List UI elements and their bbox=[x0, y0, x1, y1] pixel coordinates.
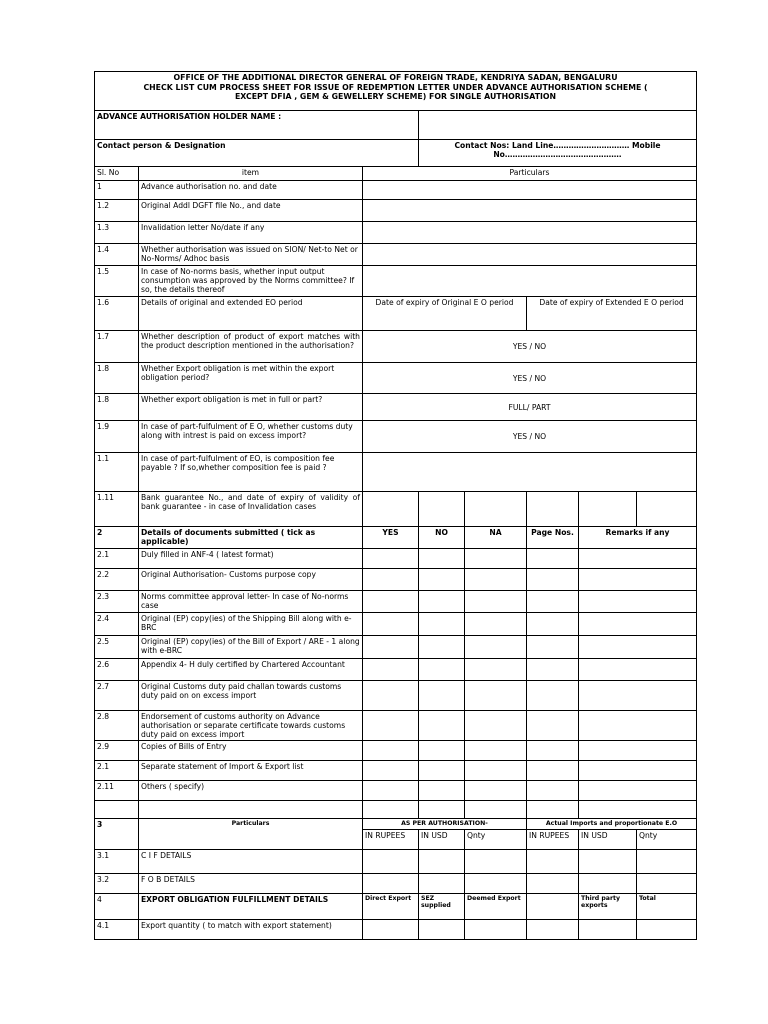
section2-header-row: 2 Details of documents submitted ( tick as applicable) YES NO NA Page Nos. Remarks if any bbox=[95, 527, 697, 549]
col-particulars: Particulars bbox=[363, 167, 697, 181]
section2-title: Details of documents submitted ( tick as applicable) bbox=[139, 527, 363, 549]
col-total: Total bbox=[637, 893, 697, 919]
col-na: NA bbox=[465, 527, 527, 549]
table-row: 1.1 In case of part-fulfulment of EO, is composition fee payable ? If so,whether composition fee is paid ? bbox=[95, 453, 697, 492]
table-row: 1.2 Original Addl DGFT file No., and date bbox=[95, 200, 697, 222]
col-page-nos: Page Nos. bbox=[527, 527, 579, 549]
col-item: item bbox=[139, 167, 363, 181]
section3-subheader-row: IN RUPEES IN USD Qnty IN RUPEES IN USD Qnty bbox=[95, 829, 697, 849]
col-remarks: Remarks if any bbox=[579, 527, 697, 549]
bank-guarantee-row: 1.11 Bank guarantee No., and date of expiry of validity of bank guarantee - in case of Invalidation cases bbox=[95, 492, 697, 527]
checklist-sheet bbox=[94, 71, 696, 940]
document-row: 2.3 Norms committee approval letter- In case of No-norms case bbox=[95, 591, 697, 613]
col-deemed-export: Deemed Export bbox=[465, 893, 527, 919]
document-row-blank bbox=[95, 801, 697, 819]
sheet-title-line2: EXCEPT DFIA , GEM & GEWELLERY SCHEME) FOR SINGLE AUTHORISATION bbox=[234, 92, 557, 101]
document-row: 2.5 Original (EP) copy(ies) of the Bill of Export / ARE - 1 along with e-BRC bbox=[95, 636, 697, 659]
document-row: 2.11 Others ( specify) bbox=[95, 781, 697, 801]
document-row: 2.8 Endorsement of customs authority on Advance authorisation or separate certificate towards customs duty paid on excess import bbox=[95, 711, 697, 741]
contact-nos-label: Contact Nos: Land Line………………………… Mobile No………………………………………. bbox=[419, 140, 697, 167]
table-row: 1.3 Invalidation letter No/date if any bbox=[95, 222, 697, 244]
eo-period-row: 1.6 Details of original and extended EO period Date of expiry of Original E O period Date of expiry of Extended E O period bbox=[95, 297, 697, 331]
holder-name-value[interactable] bbox=[419, 111, 697, 140]
contact-row bbox=[95, 140, 697, 167]
table-row: 1.9 In case of part-fulfulment of E O, whether customs duty along with intrest is paid on excess import? YES / NO bbox=[95, 421, 697, 453]
actual-imports: Actual Imports and proportionate E.O bbox=[527, 819, 697, 830]
section3-header-row: 3 Particulars AS PER AUTHORISATION- Actual Imports and proportionate E.O bbox=[95, 819, 697, 830]
table-row: 1.8 Whether Export obligation is met within the export obligation period? YES / NO bbox=[95, 363, 697, 394]
table-row: 1 Advance authorisation no. and date bbox=[95, 181, 697, 200]
col-yes: YES bbox=[363, 527, 419, 549]
col-direct-export: Direct Export bbox=[363, 893, 419, 919]
extended-eo-expiry[interactable]: Date of expiry of Extended E O period bbox=[527, 297, 697, 331]
col-sez-supplied: SEZ supplied bbox=[419, 893, 465, 919]
document-row: 2.7 Original Customs duty paid challan towards customs duty paid on on excess import bbox=[95, 681, 697, 711]
column-header-row bbox=[95, 167, 697, 181]
col-sl-no: Sl. No bbox=[95, 167, 139, 181]
holder-name-row bbox=[95, 111, 697, 140]
table-row: 1.7 Whether description of product of export matches with the product description mentioned in the authorisation? YES / NO bbox=[95, 331, 697, 363]
section3-particulars: Particulars bbox=[139, 819, 363, 850]
document-row: 2.2 Original Authorisation- Customs purpose copy bbox=[95, 569, 697, 591]
section4-header-row: 4 EXPORT OBLIGATION FULFILLMENT DETAILS Direct Export SEZ supplied Deemed Export Third party exports Total bbox=[95, 893, 697, 919]
original-eo-expiry[interactable]: Date of expiry of Original E O period bbox=[363, 297, 527, 331]
document-row: 2.6 Appendix 4- H duly certified by Chartered Accountant bbox=[95, 659, 697, 681]
as-per-authorisation: AS PER AUTHORISATION- bbox=[363, 819, 527, 830]
cif-row: 3.1 C I F DETAILS bbox=[95, 849, 697, 873]
holder-name-label: ADVANCE AUTHORISATION HOLDER NAME : bbox=[95, 111, 419, 140]
header-row bbox=[95, 72, 697, 111]
export-quantity-row: 4.1 Export quantity ( to match with export statement) bbox=[95, 919, 697, 939]
col-third-party-exports: Third party exports bbox=[579, 893, 637, 919]
checklist-table bbox=[94, 71, 697, 940]
sheet-title-line1: CHECK LIST CUM PROCESS SHEET FOR ISSUE OF REDEMPTION LETTER UNDER ADVANCE AUTHORISATION SCHEME ( bbox=[143, 82, 648, 92]
document-row: 2.1 Separate statement of Import & Export list bbox=[95, 761, 697, 781]
document-row: 2.1 Duly filled in ANF-4 ( latest format) bbox=[95, 549, 697, 569]
col-no: NO bbox=[419, 527, 465, 549]
section4-title: EXPORT OBLIGATION FULFILLMENT DETAILS bbox=[139, 893, 363, 919]
document-row: 2.4 Original (EP) copy(ies) of the Shipping Bill along with e-BRC bbox=[95, 613, 697, 636]
table-row: 1.5 In case of No-norms basis, whether input output consumption was approved by the Norms committee? If so, the details thereof bbox=[95, 266, 697, 297]
document-row: 2.9 Copies of Bills of Entry bbox=[95, 741, 697, 761]
fob-row: 3.2 F O B DETAILS bbox=[95, 873, 697, 893]
table-row: 1.8 Whether export obligation is met in full or part? FULL/ PART bbox=[95, 394, 697, 421]
contact-person-label: Contact person & Designation bbox=[95, 140, 419, 167]
table-row: 1.4 Whether authorisation was issued on SION/ Net-to Net or No-Norms/ Adhoc basis bbox=[95, 244, 697, 266]
office-title: OFFICE OF THE ADDITIONAL DIRECTOR GENERAL OF FOREIGN TRADE, KENDRIYA SADAN, BENGALURU bbox=[173, 73, 618, 82]
